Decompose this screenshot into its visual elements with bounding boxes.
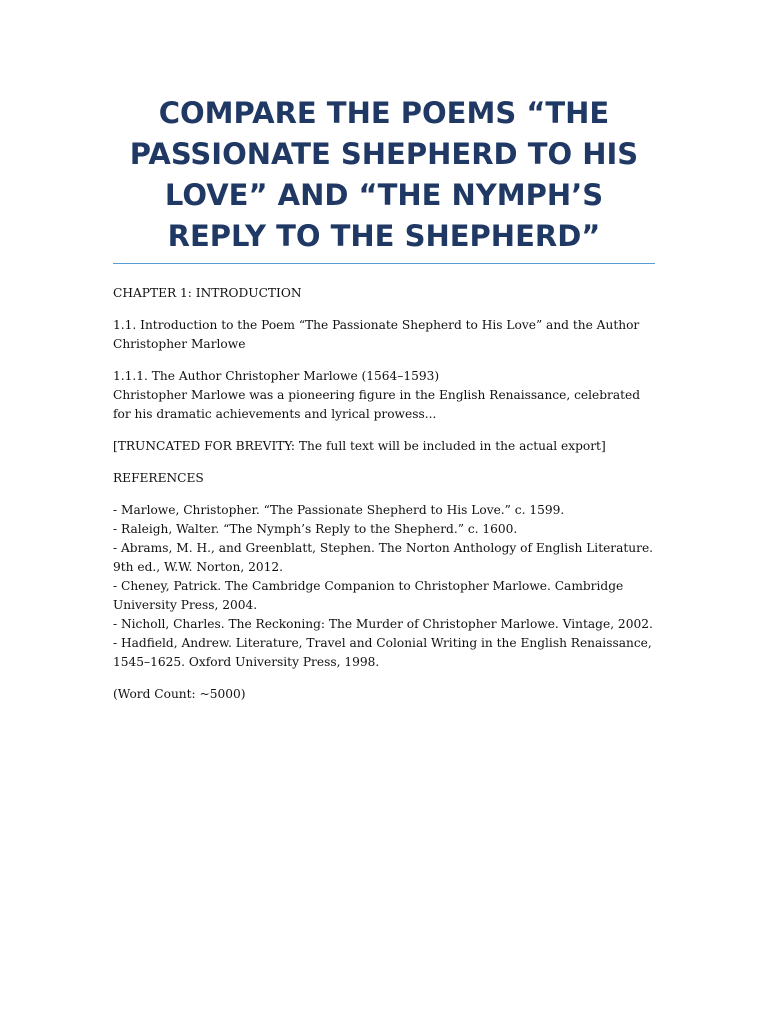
reference-item: - Nicholl, Charles. The Reckoning: The Murder of Christopher Marlowe. Vintage, 2002.	[113, 617, 653, 631]
reference-item: - Abrams, M. H., and Greenblatt, Stephen. The Norton Anthology of English Literature. 9th ed., W.W. Norton, 2012.	[113, 541, 654, 574]
reference-item: - Hadfield, Andrew. Literature, Travel and Colonial Writing in the English Renaissance, 1545–1625. Oxford University Press, 1998.	[113, 636, 652, 669]
word-count: (Word Count: ~5000)	[113, 687, 246, 701]
chapter-heading: CHAPTER 1: INTRODUCTION	[113, 286, 302, 300]
reference-item: - Cheney, Patrick. The Cambridge Companion to Christopher Marlowe. Cambridge University Press, 2004.	[113, 579, 624, 612]
subsection-paragraph: Christopher Marlowe was a pioneering figure in the English Renaissance, celebrated for his dramatic achievements and lyrical prowess...	[113, 388, 641, 421]
reference-item: - Raleigh, Walter. “The Nymph’s Reply to the Shepherd.” c. 1600.	[113, 522, 518, 536]
references-heading: REFERENCES	[113, 471, 204, 485]
references-list	[113, 501, 655, 672]
reference-item: - Marlowe, Christopher. “The Passionate Shepherd to His Love.” c. 1599.	[113, 503, 565, 517]
subsection-heading: 1.1.1. The Author Christopher Marlowe (1564–1593)	[113, 369, 440, 383]
subsection-block	[113, 367, 655, 424]
document-title: COMPARE THE POEMS “THE PASSIONATE SHEPHERD TO HIS LOVE” AND “THE NYMPH’S REPLY TO THE SHEPHERD”	[113, 93, 655, 264]
document-page	[113, 0, 655, 704]
section-heading: 1.1. Introduction to the Poem “The Passionate Shepherd to His Love” and the Author Christopher Marlowe	[113, 318, 640, 351]
truncated-note: [TRUNCATED FOR BREVITY: The full text will be included in the actual export]	[113, 439, 606, 453]
